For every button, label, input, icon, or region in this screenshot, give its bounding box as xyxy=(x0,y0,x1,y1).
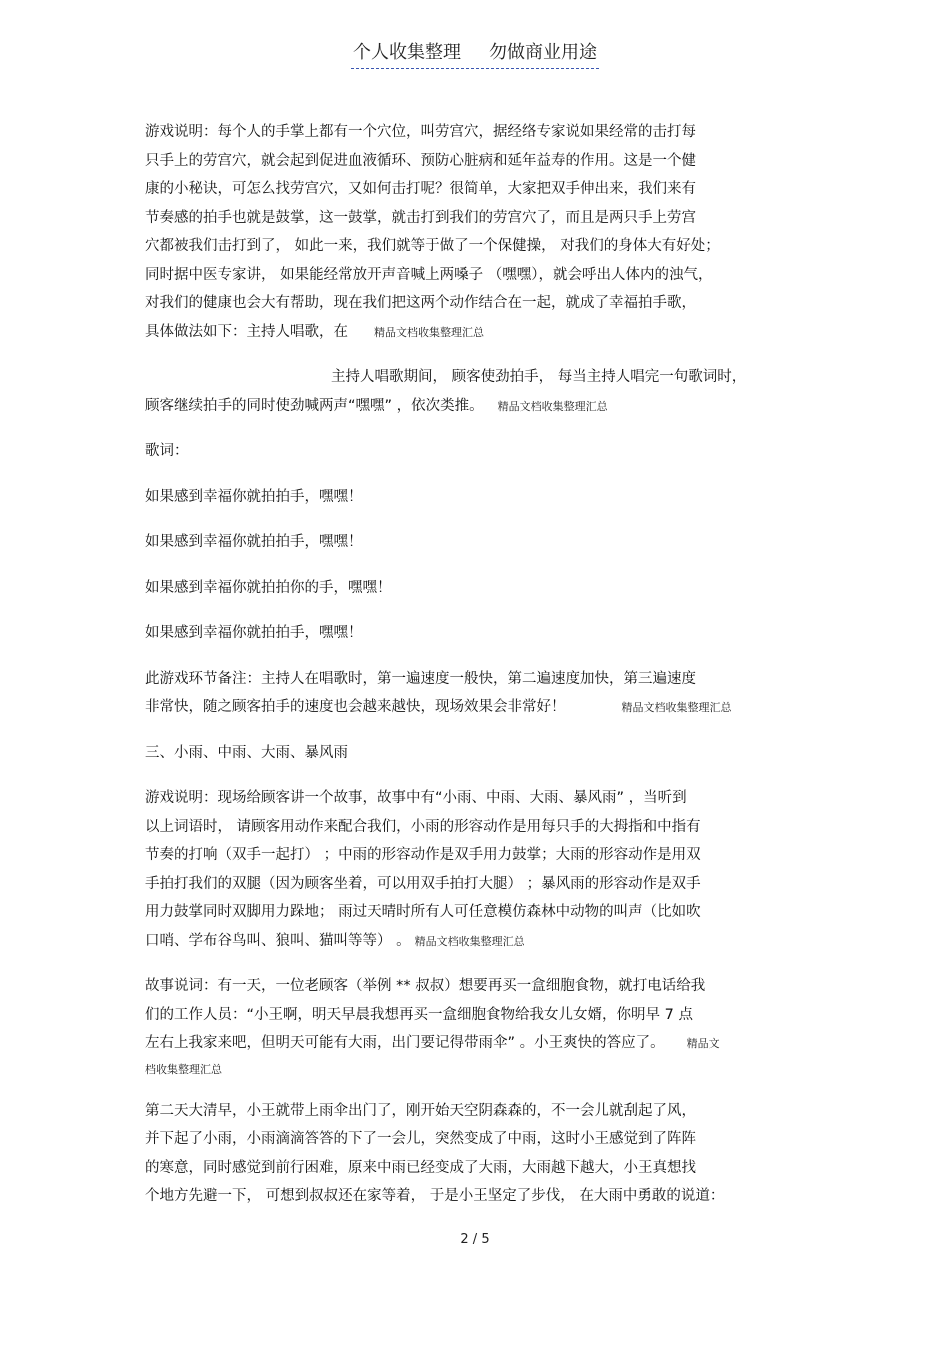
watermark: 精品文档收集整理汇总 xyxy=(497,399,608,413)
watermark: 精品文档收集整理汇总 xyxy=(621,701,732,714)
header-left-text: 个人收集整理 xyxy=(353,42,461,63)
text-line: 节奏的打响（双手一起打） ；中雨的形容动作是双手用力鼓掌；大雨的形容动作是用双 xyxy=(145,847,701,863)
text-line xyxy=(145,363,815,392)
text-span: 顾客继续拍手的同时使劲喊两声“嘿嘿” ，依次类推。 xyxy=(145,397,484,414)
text-line: 故事说词：有一天，一位老顾客（举例 ** 叔叔）想要再买一盒细胞食物，就打电话给我 xyxy=(145,978,706,994)
text-line: 手拍打我们的双腿（因为顾客坐着，可以用双手拍打大腿） ；暴风雨的形容动作是双手 xyxy=(145,875,701,892)
text-line: 如果感到幸福你就拍拍手，嘿嘿！ xyxy=(145,534,363,550)
text-line: 游戏说明：现场给顾客讲一个故事，故事中有“小雨、中雨、大雨、暴风雨” ，当听到 xyxy=(145,790,687,806)
section-title xyxy=(145,739,815,768)
text-line xyxy=(145,1029,815,1058)
rain-game-paragraph xyxy=(145,784,815,955)
header-underline xyxy=(351,40,599,69)
watermark: 精品文 xyxy=(686,1037,720,1050)
lyric-line xyxy=(145,483,815,512)
text-line: 节奏感的拍手也就是鼓掌，这一鼓掌，就击打到我们的劳宫穴了，而且是两只手上劳宫 xyxy=(145,209,696,226)
text-line xyxy=(145,318,815,347)
document-body xyxy=(145,118,815,1228)
text-span: 左右上我家来吧，但明天可能有大雨，出门要记得带雨伞” 。小王爽快的答应了。 xyxy=(145,1035,665,1051)
header-right-text: 勿做商业用途 xyxy=(489,42,597,63)
text-span: 具体做法如下：主持人唱歌，在 xyxy=(145,323,348,340)
text-line: 如果感到幸福你就拍拍手，嘿嘿！ xyxy=(145,488,363,505)
text-line: 用力鼓掌同时双脚用力跺地； 雨过天晴时所有人可任意模仿森林中动物的叫声（比如吹 xyxy=(145,904,701,920)
text-span: 口哨、学布谷鸟叫、狼叫、猫叫等等） 。 xyxy=(145,932,411,949)
text-line xyxy=(145,392,815,421)
text-line: 对我们的健康也会大有帮助，现在我们把这两个动作结合在一起，就成了幸福拍手歌， xyxy=(145,295,696,311)
game-note-paragraph xyxy=(145,665,815,722)
page-header xyxy=(0,40,950,69)
watermark: 精品文档收集整理汇总 xyxy=(374,325,484,339)
text-line: 此游戏环节备注：主持人在唱歌时，第一遍速度一般快，第二遍速度加快，第三遍速度 xyxy=(145,670,696,687)
story-intro-paragraph xyxy=(145,972,815,1080)
text-line: 康的小秘诀，可怎么找劳宫穴，又如何击打呢？很简单，大家把双手伸出来，我们来有 xyxy=(145,181,696,197)
text-line: 如果感到幸福你就拍拍你的手，嘿嘿！ xyxy=(145,579,392,596)
text-line xyxy=(145,1058,815,1080)
text-line: 如果感到幸福你就拍拍手，嘿嘿！ xyxy=(145,625,363,641)
story-paragraph xyxy=(145,1097,815,1211)
text-line: 第二天大清早，小王就带上雨伞出门了，刚开始天空阴森森的，不一会儿就刮起了风， xyxy=(145,1102,696,1119)
watermark: 档收集整理汇总 xyxy=(145,1062,222,1076)
text-line: 只手上的劳宫穴，就会起到促进血液循环、预防心脏病和延年益寿的作用。这是一个健 xyxy=(145,152,696,169)
text-line: 个地方先避一下， 可想到叔叔还在家等着， 于是小王坚定了步伐， 在大雨中勇敢的说道： xyxy=(145,1188,725,1204)
text-line: 歌词： xyxy=(145,443,189,459)
lyrics-label xyxy=(145,437,815,466)
text-line: 三、小雨、中雨、大雨、暴风雨 xyxy=(145,744,348,761)
page-number: 2 / 5 xyxy=(460,1232,490,1247)
host-instruction-paragraph xyxy=(145,363,815,420)
text-line: 们的工作人员：“小王啊，明天早晨我想再买一盒细胞食物给我女儿女婿，你明早 7 点 xyxy=(145,1006,693,1023)
text-line xyxy=(145,693,815,722)
text-line: 的寒意，同时感觉到前行困难，原来中雨已经变成了大雨，大雨越下越大，小王真想找 xyxy=(145,1159,696,1176)
text-span: 主持人唱歌期间， 顾客使劲拍手， 每当主持人唱完一句歌词时， xyxy=(331,369,747,385)
text-span: 非常快，随之顾客拍手的速度也会越来越快，现场效果会非常好！ xyxy=(145,699,566,715)
text-line: 以上词语时， 请顾客用动作来配合我们，小雨的形容动作是用每只手的大拇指和中指有 xyxy=(145,818,701,835)
lyric-line xyxy=(145,574,815,603)
text-line: 游戏说明：每个人的手掌上都有一个穴位，叫劳宫穴，据经络专家说如果经常的击打每 xyxy=(145,124,696,140)
lyric-line xyxy=(145,528,815,557)
text-line: 穴都被我们击打到了， 如此一来，我们就等于做了一个保健操， 对我们的身体大有好处； xyxy=(145,238,720,254)
text-line: 并下起了小雨，小雨滴滴答答的下了一会儿，突然变成了中雨，这时小王感觉到了阵阵 xyxy=(145,1131,696,1147)
text-line xyxy=(145,927,815,956)
game-intro-paragraph xyxy=(145,118,815,346)
watermark: 精品文档收集整理汇总 xyxy=(414,934,525,948)
text-line: 同时据中医专家讲， 如果能经常放开声音喊上两嗓子 （嘿嘿），就会呼出人体内的浊气， xyxy=(145,266,713,283)
lyric-line xyxy=(145,619,815,648)
